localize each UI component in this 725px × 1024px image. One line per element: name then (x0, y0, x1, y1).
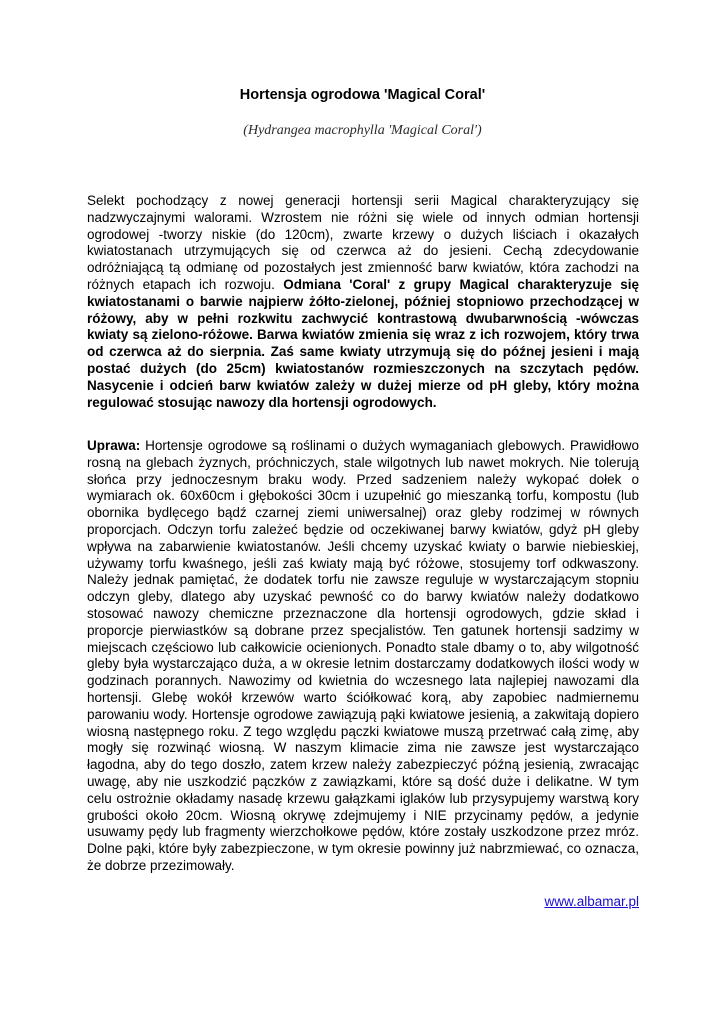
intro-normal-text: Selekt pochodzący z nowej generacji hortensji serii Magical charakteryzujący się nadzwyczajnymi walorami. Wzrostem nie różni się wiele od innych odmian hortensji ogrodowej -tworzy niskie (do 120cm), zwarte krzewy o dużych liściach i okazałych kwiatostanach utrzymujących się od czerwca aż do jesieni. Cechą zdecydowanie odróżniającą tą odmianę od pozostałych jest zmienność barw kwiatów, która zachodzi na różnych etapach ich rozwoju. (87, 193, 639, 292)
page-title: Hortensja ogrodowa 'Magical Coral' (239, 87, 486, 103)
cultivation-paragraph (87, 438, 639, 875)
website-link[interactable]: www.albamar.pl (544, 894, 639, 909)
intro-paragraph (87, 193, 639, 411)
latin-name-subtitle: (Hydrangea macrophylla 'Magical Coral') (243, 123, 482, 138)
cultivation-label: Uprawa: (87, 438, 141, 453)
cultivation-text: Hortensje ogrodowe są roślinami o dużych wymaganiach glebowych. Prawidłowo rosną na glebach żyznych, próchniczych, stale wilgotnych lub nawet mokrych. Nie tolerują słońca przy jednoczesnym braku wody. Przed sadzeniem należy wykopać dołek o wymiarach ok. 60x60cm i głębokości 30cm i uzupełnić go mieszanką torfu, kompostu (lub obornika bydlęcego bądź czarnej ziemi uniwersalnej) oraz gleby rodzimej w równych proporcjach. Odczyn torfu zależeć będzie od oczekiwanej barwy kwiatów, gdyż pH gleby wpływa na zabarwienie kwiatostanów. Jeśli chcemy uzyskać kwiaty o barwie niebieskiej, używamy torfu kwaśnego, jeśli zaś kwiaty mają być różowe, stosujemy torf odkwaszony. Należy jednak pamiętać, że dodatek torfu nie zawsze reguluje w wystarczającym stopniu odczyn gleby, dlatego aby uzyskać pewność co do barwy kwiatów należy dodatkowo stosować nawozy chemiczne przeznaczone dla hortensji ogrodowych, gdzie skład i proporcje pierwiastków są dobrane przez specjalistów. Ten gatunek hortensji sadzimy w miejscach częściowo lub całkowicie ocienionych. Ponadto stale dbamy o to, aby wilgotność gleby była wystarczająco duża, a w okresie letnim dostarczamy dodatkowych ilości wody w godzinach porannych. Nawozimy od kwietnia do wczesnego lata najlepiej nawozami dla hortensji. Glebę wokół krzewów warto ściółkować korą, aby zapobiec nadmiernemu parowaniu wody. Hortensje ogrodowe zawiązują pąki kwiatowe jesienią, a zakwitają dopiero wiosną następnego roku. Z tego względu pączki kwiatowe muszą przetrwać całą zimę, aby mogły się rozwinąć wiosną. W naszym klimacie zima nie zawsze jest wystarczająco łagodna, aby do tego doszło, zatem krzew należy zabezpieczyć późną jesienią, zwracając uwagę, aby nie uszkodzić pączków z zawiązkami, które są dość duże i delikatne. W tym celu ostrożnie okładamy nasadę krzewu gałązkami iglaków lub przysypujemy warstwą kory grubości około 20cm. Wiosną okrywę zdejmujemy i NIE przycinamy pędów, a jedynie usuwamy pędy lub fragmenty wierzchołkowe pędów, które zostały uszkodzone przez mróz. Dolne pąki, które były zabezpieczone, w tym okresie powinny już nabrzmiewać, co oznacza, że dobrze przezimowały. (87, 438, 639, 873)
intro-bold-text: Odmiana 'Coral' z grupy Magical charakteryzuje się kwiatostanami o barwie najpierw żółto-zielonej, później stopniowo przechodzącej w różowy, aby w pełni rozkwitu zachwycić kontrastową dwubarwnością -wówczas kwiaty są zielono-różowe. Barwa kwiatów zmienia się wraz z ich rozwojem, który trwa od czerwca aż do sierpnia. Zaś same kwiaty utrzymują się do późnej jesieni i mają postać dużych (do 25cm) kwiatostanów rozmieszczonych na szczytach pędów. Nasycenie i odcień barw kwiatów zależy w dużej mierze od pH gleby, który można regulować stosując nawozy dla hortensji ogrodowych. (87, 276, 639, 410)
